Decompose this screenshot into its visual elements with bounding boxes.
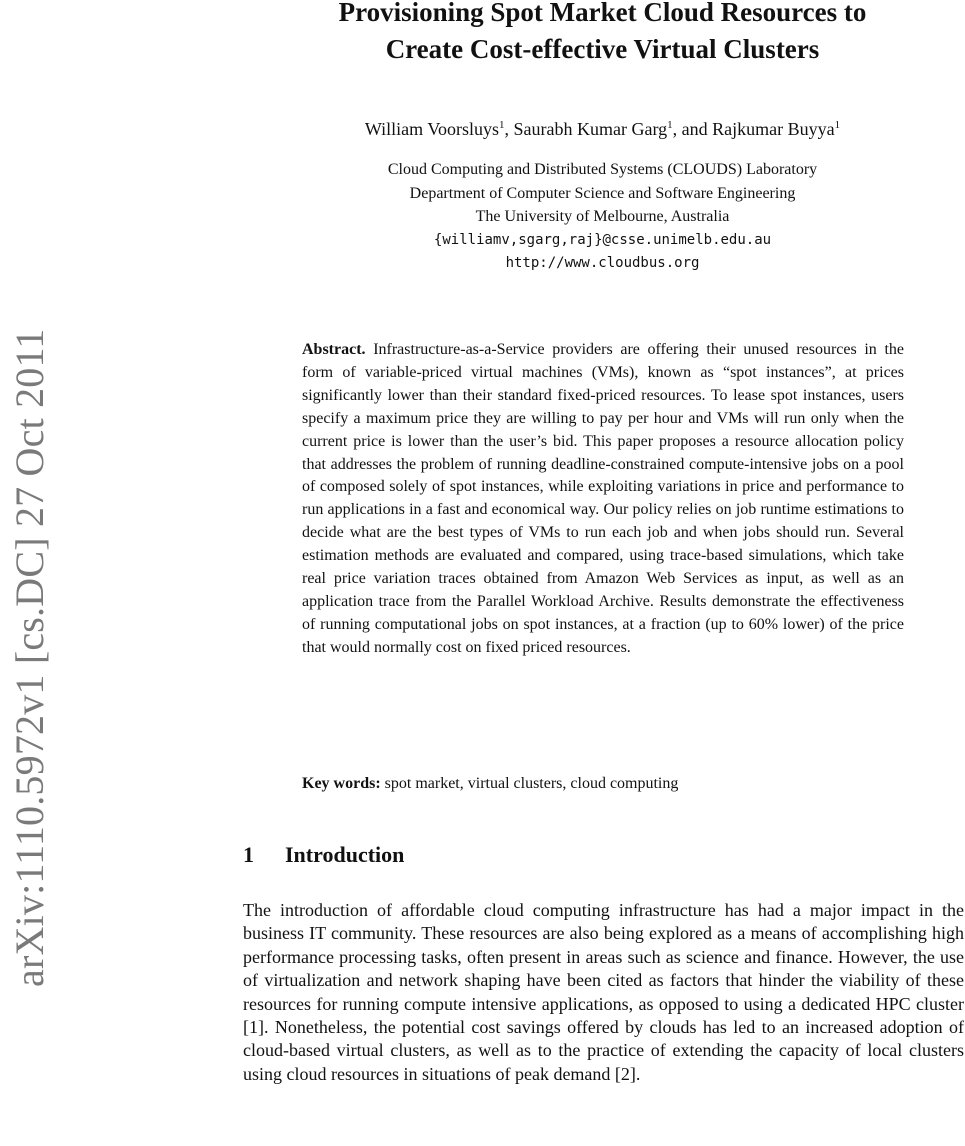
keywords (302, 773, 904, 795)
author-affiliation-mark: 1 (667, 119, 673, 131)
intro-paragraph: The introduction of affordable cloud computing infrastructure has had a major impact in the business IT community. These resources are also being explored as a means of accomplishing high performance processing tasks, often present in areas such as science and finance. However, the use of virtualization and network shaping have been cited as factors that hinder the viability of these resources for running compute intensive applications, as opposed to using a dedicated HPC cluster [1]. Nonetheless, the potential cost savings offered by clouds has led to an increased adoption of cloud-based virtual clusters, as well as to the practice of extending the capacity of local clusters using cloud resources in situations of peak demand [2]. (243, 900, 964, 1084)
author-name: Saurabh Kumar Garg (513, 119, 668, 139)
section-title: Introduction (285, 842, 405, 867)
affiliation-block (240, 158, 965, 276)
abstract-label: Abstract. (302, 341, 366, 358)
section-number: 1 (243, 842, 254, 867)
author-affiliation-mark: 1 (834, 119, 841, 131)
affiliation-department: Department of Computer Science and Software Engineering (409, 184, 796, 202)
title-line-1: Provisioning Spot Market Cloud Resources to (338, 0, 867, 27)
abstract (302, 339, 904, 660)
abstract-text: Infrastructure-as-a-Service providers are offering their unused resources in the form of variable-priced virtual machines (VMs), known as “spot instances”, at prices significantly lower than their standard fixed-priced resources. To lease spot instances, users specify a maximum price they are willing to pay per hour and VMs will run only when the current price is lower than the user’s bid. This paper proposes a resource allocation policy that addresses the problem of running deadline-constrained compute-intensive jobs on a pool of composed solely of spot instances, while exploiting variations in price and performance to run applications in a fast and economical way. Our policy relies on job runtime estimations to decide what are the best types of VMs to run each job and when jobs should run. Several estimation methods are evaluated and compared, using trace-based simulations, which take real price variation traces obtained from Amazon Web Services as input, as well as an application trace from the Parallel Workload Archive. Results demonstrate the effectiveness of running computational jobs on spot instances, at a fraction (up to 60% lower) of the price that would normally cost on fixed priced resources. (302, 341, 904, 656)
section-heading (243, 840, 963, 870)
author-emails: {williamv,sgarg,raj}@csse.unimelb.edu.au (433, 231, 772, 248)
author-affiliation-mark: 1 (499, 119, 505, 131)
author-name: Rajkumar Buyya (712, 119, 835, 139)
author-name: William Voorsluys (364, 119, 499, 139)
author-separator: , (504, 119, 514, 139)
title-line-2: Create Cost-effective Virtual Clusters (385, 34, 820, 64)
keywords-text: spot market, virtual clusters, cloud computing (384, 775, 679, 792)
author-list (240, 114, 965, 140)
website-link: http://www.cloudbus.org (505, 255, 700, 271)
affiliation-lab: Cloud Computing and Distributed Systems (CLOUDS) Laboratory (387, 161, 818, 178)
affiliation-university: The University of Melbourne, Australia (475, 208, 730, 225)
paper-title (240, 0, 965, 68)
author-separator: , and (672, 119, 713, 139)
arxiv-identifier: arXiv:1110.5972v1 [cs.DC] 27 Oct 2011 (7, 328, 52, 987)
keywords-label: Key words: (302, 775, 381, 792)
